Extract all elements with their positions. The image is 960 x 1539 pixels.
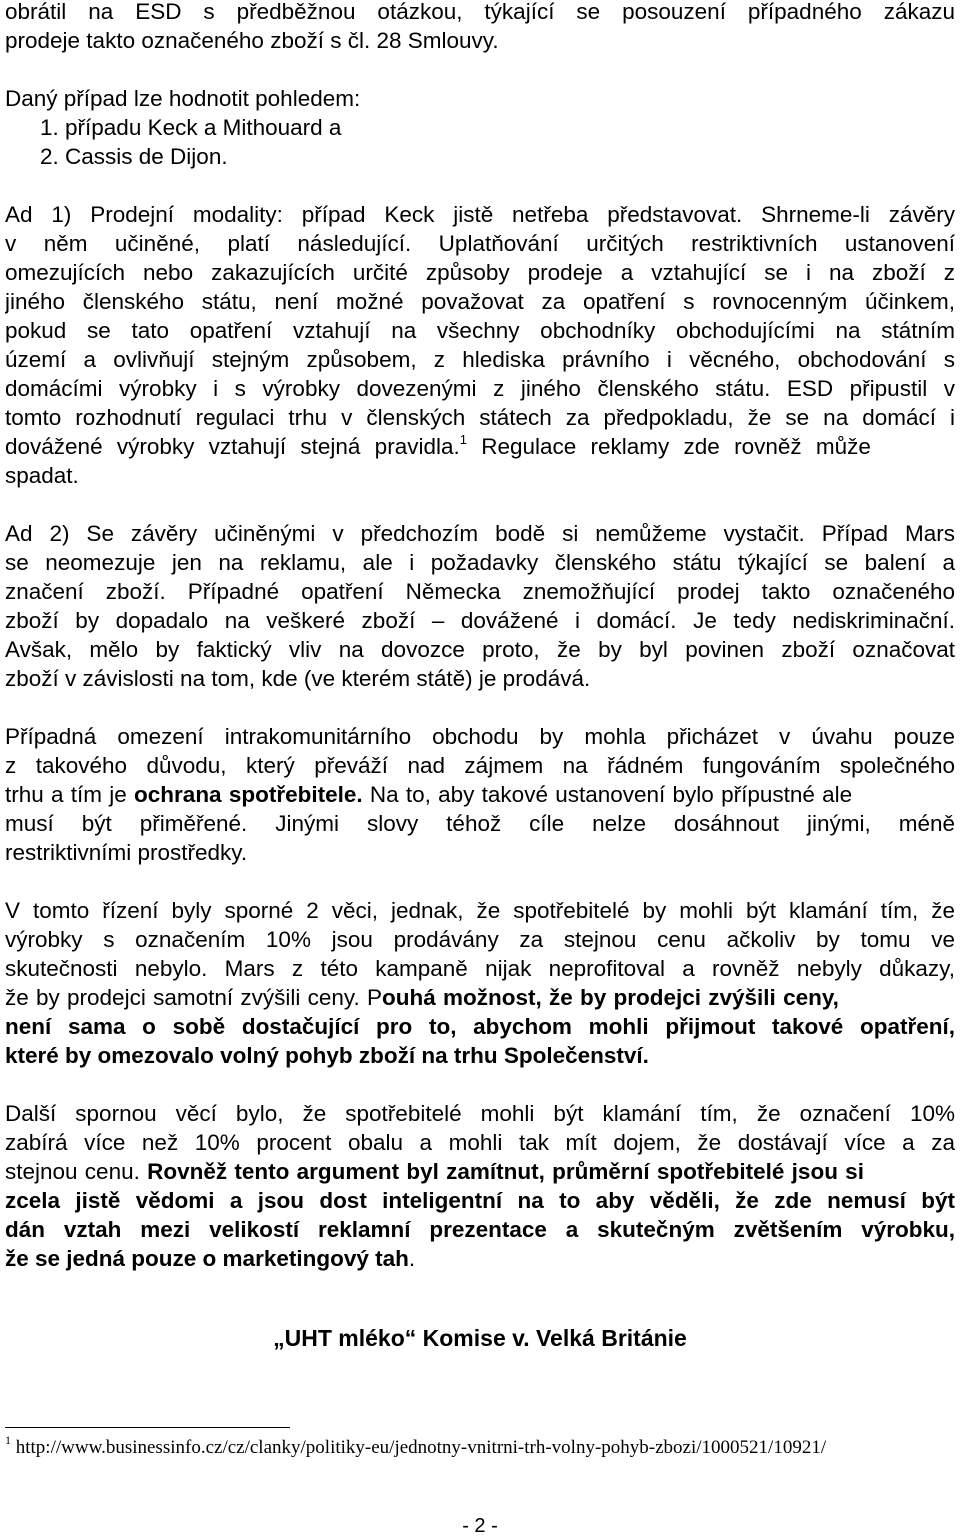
text-line: v něm učiněné, platí následující. Uplatňování určitých restriktivních ustanovení <box>5 231 955 256</box>
text-line: tomto rozhodnutí regulaci trhu v členských státech za předpokladu, že se na domácí i <box>5 405 955 430</box>
text-segment: dovážené výrobky vztahují stejná pravidla. <box>5 434 460 459</box>
footnote <box>5 1434 955 1462</box>
bold-text: ochrana spotřebitele. <box>134 782 363 807</box>
text-line: domácími výrobky i s výrobky dovezenými z jiného členského státu. ESD připustil v <box>5 376 955 401</box>
text-line: omezujících nebo zakazujících určité způsoby prodeje a vztahující se i na zboží z <box>5 260 955 285</box>
text-line: zboží by dopadalo na veškeré zboží – dovážené i domácí. Je tedy nediskriminační. <box>5 608 955 633</box>
text-line <box>5 1157 955 1186</box>
footnote-link[interactable]: http://www.businessinfo.cz/cz/clanky/politiky-eu/jednotny-vnitrni-trh-volny-pohyb-zbozi/1000521/10921/ <box>11 1437 827 1458</box>
footnote-reference: 1 <box>459 432 467 447</box>
section-heading: „UHT mléko“ Komise v. Velká Británie <box>273 1325 687 1351</box>
text-line: V tomto řízení byly sporné 2 věci, jednak, že spotřebitelé by mohli být klamání tím, že <box>5 898 955 923</box>
text-segment: Na to, aby takové ustanovení bylo přípustné ale <box>362 782 853 807</box>
text-segment: že by prodejci samotní zvýšili ceny. P <box>5 985 382 1010</box>
text-line: zabírá více než 10% procent obalu a mohli tak mít dojem, že dostávají více a za <box>5 1130 955 1155</box>
bold-line: zcela jistě vědomi a jsou dost inteligentní na to aby věděli, že zde nemusí být <box>5 1188 955 1213</box>
text-line: Avšak, mělo by faktický vliv na dovozce proto, že by byl povinen zboží označovat <box>5 637 955 662</box>
text-line <box>5 1244 955 1273</box>
text-line: Ad 2) Se závěry učiněnými v předchozím bodě si nemůžeme vystačit. Případ Mars <box>5 521 955 546</box>
text-line: z takového důvodu, který převáží nad zájmem na řádném fungováním společného <box>5 753 955 778</box>
text-line <box>5 432 955 461</box>
bold-text: že se jedná pouze o marketingový tah <box>5 1246 409 1271</box>
text-line: Případná omezení intrakomunitárního obchodu by mohla přicházet v úvahu pouze <box>5 724 955 749</box>
text-line: restriktivními prostředky. <box>5 840 248 865</box>
text-line: prodeje takto označeného zboží s čl. 28 Smlouvy. <box>5 28 499 53</box>
text-line: obrátil na ESD s předběžnou otázkou, týkající se posouzení případného zákazu <box>5 0 955 24</box>
text-line: území a ovlivňují stejným způsobem, z hlediska právního i věcného, obchodování s <box>5 347 955 372</box>
text-line: se neomezuje jen na reklamu, ale i požadavky členského státu týkající se balení a <box>5 550 955 575</box>
bold-line: není sama o sobě dostačující pro to, abychom mohli přijmout takové opatření, <box>5 1014 955 1039</box>
text-segment: stejnou cenu. <box>5 1159 148 1184</box>
page-number: - 2 - <box>462 1515 498 1537</box>
text-segment: trhu a tím je <box>5 782 135 807</box>
bold-text: ouhá možnost, že by prodejci zvýšili ceny, <box>381 985 839 1010</box>
footnote-number: 1 <box>5 1433 11 1447</box>
text-line: spadat. <box>5 463 79 488</box>
text-line: Daný případ lze hodnotit pohledem: <box>5 86 361 111</box>
text-line: Další spornou věcí bylo, že spotřebitelé mohli být klamání tím, že označení 10% <box>5 1101 955 1126</box>
text-line: zboží v závislosti na tom, kde (ve kterém státě) je prodává. <box>5 666 591 691</box>
list-item: 1. případu Keck a Mithouard a <box>40 115 342 140</box>
text-line <box>5 780 955 809</box>
bold-line: dán vztah mezi velikostí reklamní prezentace a skutečným zvětšením výrobku, <box>5 1217 955 1242</box>
bold-line: které by omezovalo volný pohyb zboží na trhu Společenství. <box>5 1043 649 1068</box>
text-line: pokud se tato opatření vztahují na všechny obchodníky obchodujícími na státním <box>5 318 955 343</box>
text-line: značení zboží. Případné opatření Německa znemožňující prodej takto označeného <box>5 579 955 604</box>
text-line: Ad 1) Prodejní modality: případ Keck jistě netřeba představovat. Shrneme-li závěry <box>5 202 955 227</box>
text-segment: Regulace reklamy zde rovněž může <box>466 434 871 459</box>
text-line: musí být přiměřené. Jinými slovy téhož cíle nelze dosáhnout jinými, méně <box>5 811 955 836</box>
text-line: skutečnosti nebylo. Mars z této kampaně nijak neprofitoval a rovněž nebyly důkazy, <box>5 956 955 981</box>
text-segment: . <box>408 1246 416 1271</box>
text-line: výrobky s označením 10% jsou prodávány za stejnou cenu ačkoliv by tomu ve <box>5 927 955 952</box>
text-line: jiného členského státu, není možné považovat za opatření s rovnocenným účinkem, <box>5 289 955 314</box>
bold-text: Rovněž tento argument byl zamítnut, průměrní spotřebitelé jsou si <box>147 1159 864 1184</box>
text-line <box>5 983 955 1012</box>
footnote-separator <box>5 1427 290 1428</box>
list-item: 2. Cassis de Dijon. <box>40 144 228 169</box>
